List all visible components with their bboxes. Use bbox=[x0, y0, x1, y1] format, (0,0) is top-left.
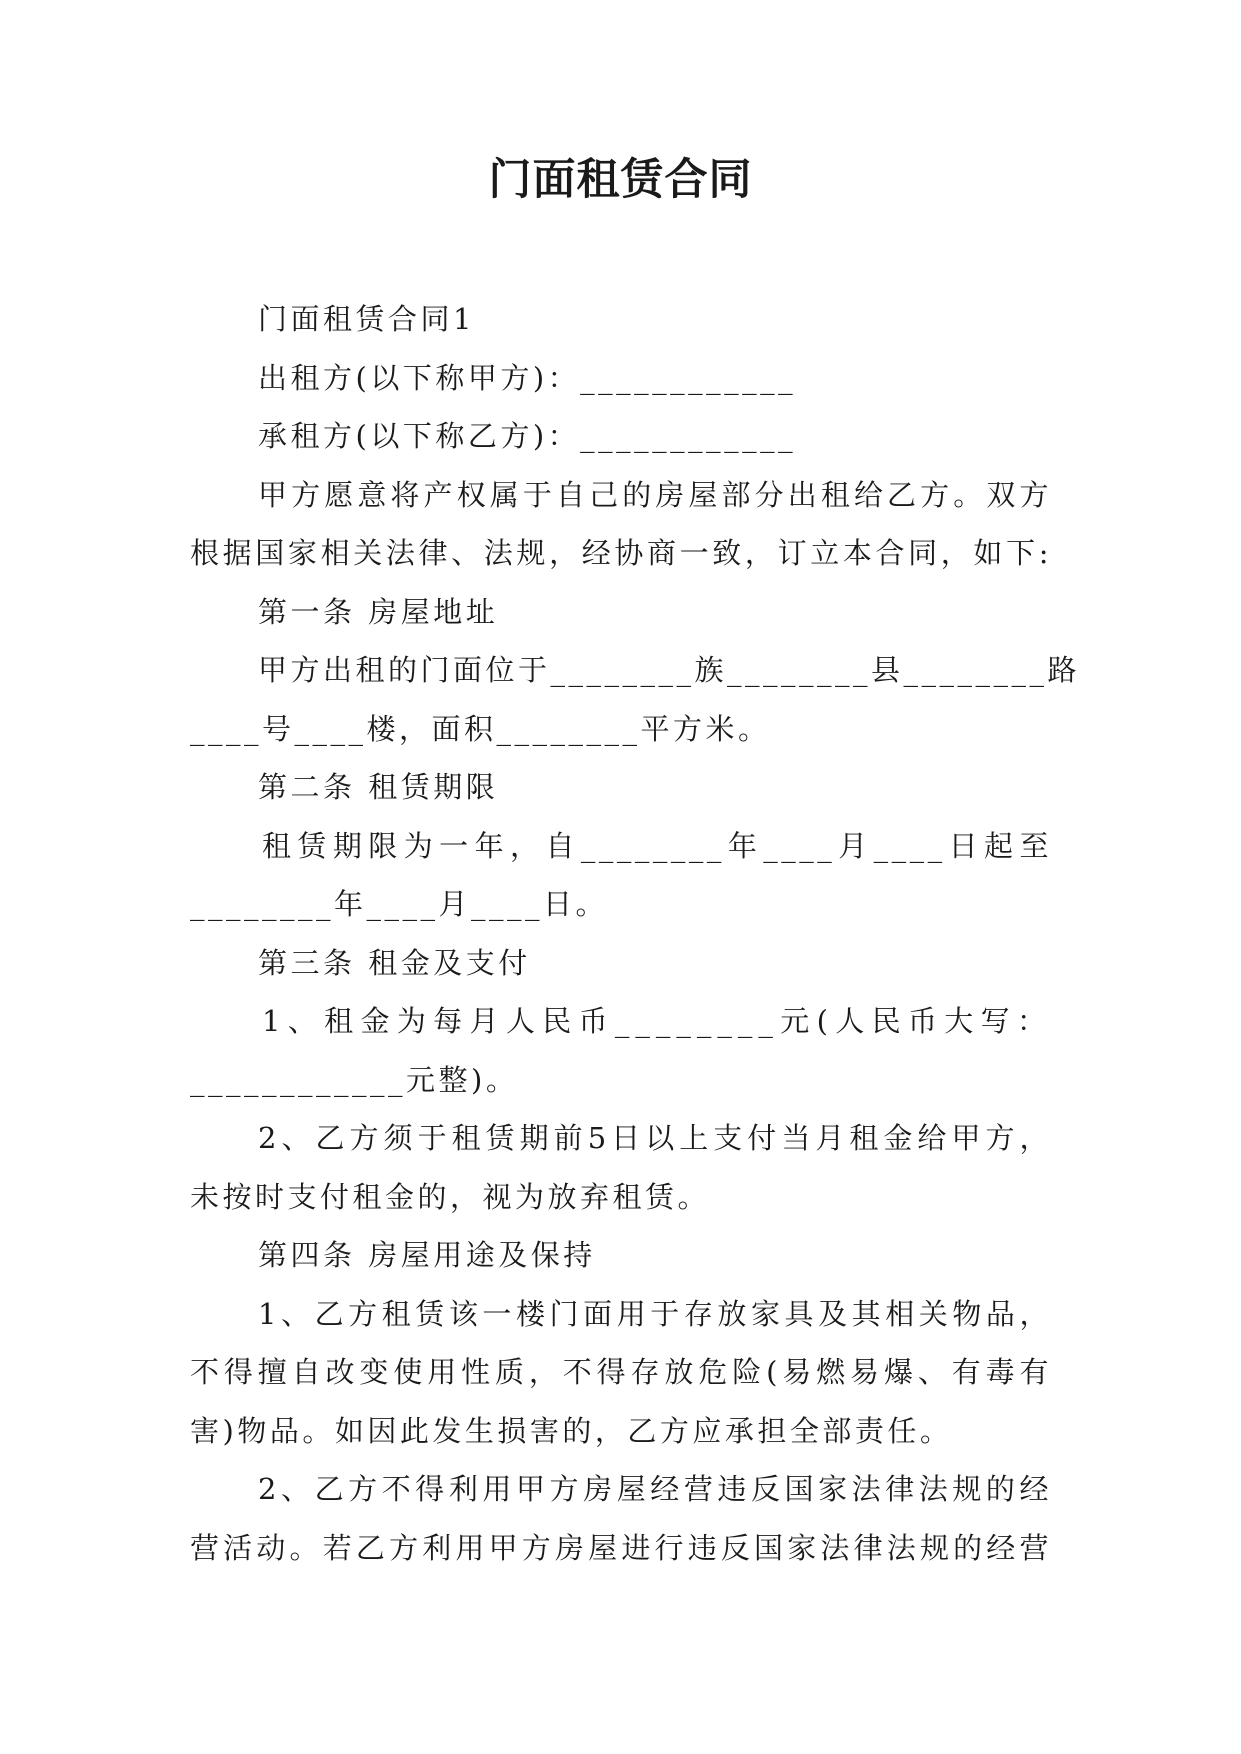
paragraph-line: 甲方愿意将产权属于自己的房屋部分出租给乙方。双方 bbox=[258, 477, 1052, 512]
paragraph-line: 租赁期限为一年，自________年____月____日起至 bbox=[262, 828, 1052, 863]
paragraph-line: 1、租金为每月人民币________元(人民币大写： bbox=[262, 1004, 1052, 1038]
article-heading: 第二条 租赁期限 bbox=[258, 770, 499, 804]
paragraph-line: 未按时支付租金的，视为放弃租赁。 bbox=[190, 1179, 711, 1214]
paragraph-line: 1、乙方租赁该一楼门面用于存放家具及其相关物品， bbox=[258, 1296, 1052, 1331]
paragraph-line: ________年____月____日。 bbox=[190, 887, 609, 921]
paragraph-line: 害)物品。如因此发生损害的，乙方应承担全部责任。 bbox=[190, 1413, 953, 1448]
lessor-field: 出租方(以下称甲方)：____________ bbox=[258, 360, 797, 395]
paragraph-line: 营活动。若乙方利用甲方房屋进行违反国家法律法规的经营 bbox=[190, 1530, 1052, 1565]
article-heading: 第四条 房屋用途及保持 bbox=[258, 1238, 596, 1272]
paragraph-line: 根据国家相关法律、法规，经协商一致，订立本合同，如下: bbox=[190, 536, 1052, 570]
paragraph-line: 甲方出租的门面位于________族________县________路 bbox=[258, 653, 1081, 687]
paragraph-line: 2、乙方不得利用甲方房屋经营违反国家法律法规的经 bbox=[258, 1472, 1052, 1506]
article-heading: 第三条 租金及支付 bbox=[258, 945, 531, 980]
article-heading: 第一条 房屋地址 bbox=[258, 594, 499, 629]
paragraph-line: 2、乙方须于租赁期前5日以上支付当月租金给甲方， bbox=[258, 1121, 1052, 1155]
paragraph-line: 不得擅自改变使用性质，不得存放危险(易燃易爆、有毒有 bbox=[190, 1355, 1052, 1389]
paragraph-line: ____________元整)。 bbox=[190, 1062, 519, 1097]
paragraph-line: ____号____楼，面积________平方米。 bbox=[190, 711, 771, 746]
document-body bbox=[190, 290, 1081, 1577]
lessee-field: 承租方(以下称乙方)：____________ bbox=[258, 419, 797, 453]
document-title: 门面租赁合同 bbox=[488, 155, 753, 205]
section-heading: 门面租赁合同1 bbox=[258, 302, 475, 336]
